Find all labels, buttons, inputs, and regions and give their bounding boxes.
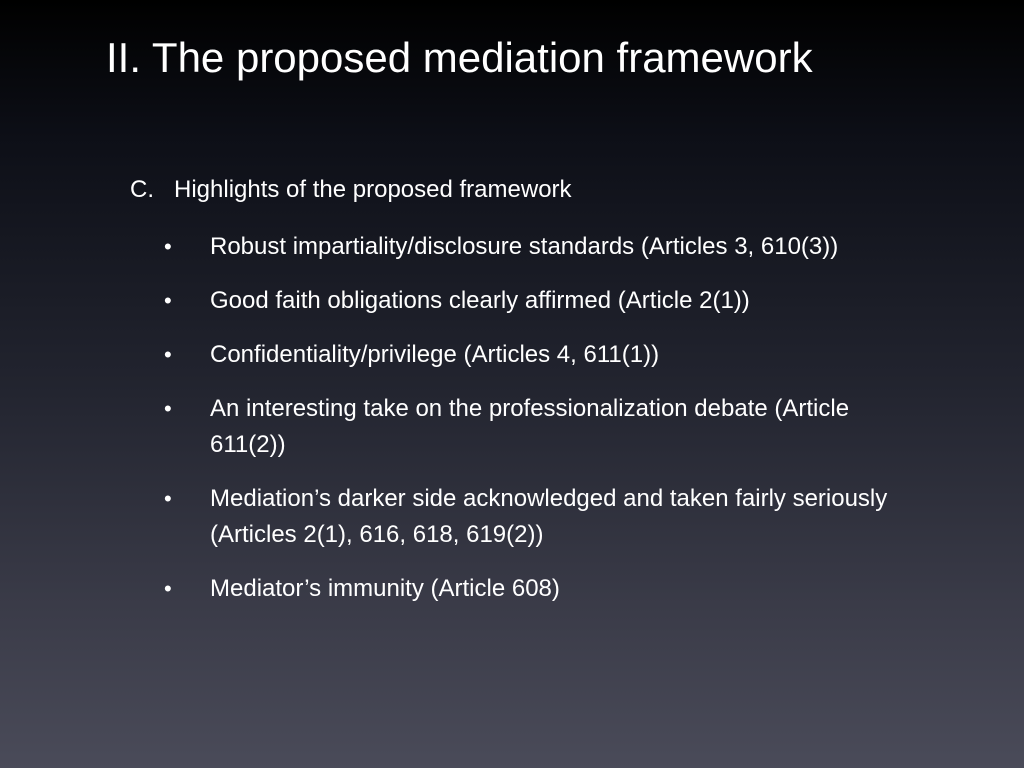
bullet-icon: • bbox=[164, 396, 172, 421]
list-item bbox=[160, 337, 920, 373]
bullet-text: Good faith obligations clearly affirmed (Article 2(1)) bbox=[210, 287, 750, 314]
bullet-list bbox=[160, 229, 920, 625]
bullet-text: Robust impartiality/disclosure standards (Articles 3, 610(3)) bbox=[210, 233, 839, 260]
list-item bbox=[160, 391, 920, 463]
bullet-text: An interesting take on the professionalization debate (Article 611(2)) bbox=[210, 395, 850, 458]
list-item bbox=[160, 229, 920, 265]
bullet-text: Confidentiality/privilege (Articles 4, 611(1)) bbox=[210, 341, 660, 368]
list-item bbox=[160, 571, 920, 607]
bullet-text: Mediator’s immunity (Article 608) bbox=[210, 575, 560, 602]
bullet-icon: • bbox=[164, 486, 172, 511]
list-item bbox=[160, 283, 920, 319]
section-heading bbox=[130, 174, 572, 206]
bullet-icon: • bbox=[164, 288, 172, 313]
slide-title: II. The proposed mediation framework bbox=[106, 34, 813, 81]
bullet-text: Mediation’s darker side acknowledged and taken fairly seriously (Articles 2(1), 616, 618, 619(2)) bbox=[210, 485, 888, 548]
list-item bbox=[160, 481, 920, 553]
bullet-icon: • bbox=[164, 576, 172, 601]
bullet-icon: • bbox=[164, 234, 172, 259]
section-marker: C. bbox=[130, 176, 154, 203]
section-heading-text: Highlights of the proposed framework bbox=[174, 176, 572, 203]
bullet-icon: • bbox=[164, 342, 172, 367]
